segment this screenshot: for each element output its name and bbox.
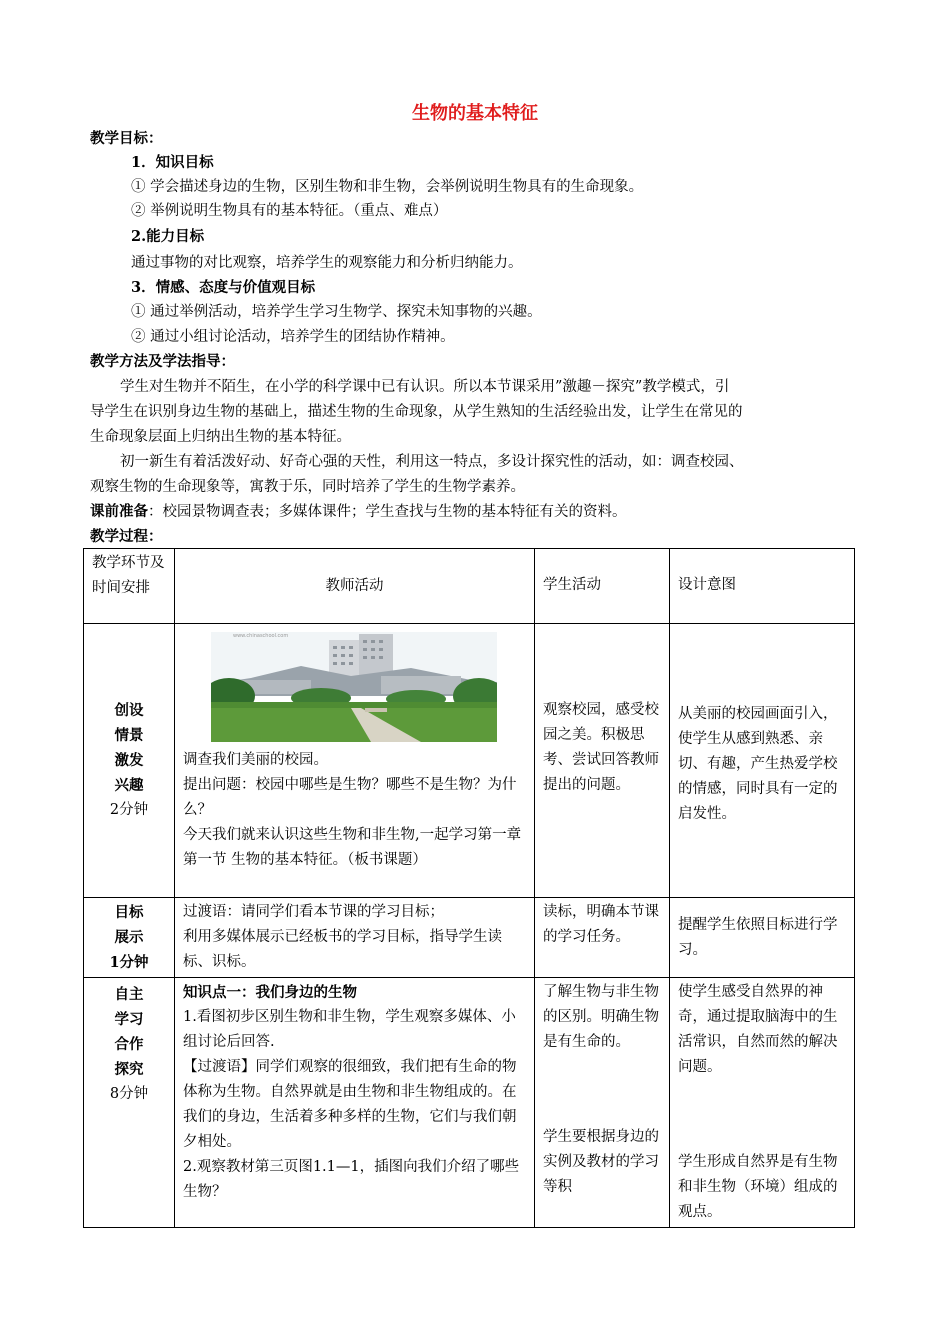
table-header-row (84, 549, 855, 624)
method-paragraph-2-line-1: 初一新生有着活泼好动、好奇心强的天性，利用这一特点，多设计探究性的活动，如：调查校园、 (120, 454, 744, 470)
ability-heading: 2.能力目标 (131, 228, 205, 245)
campus-photo (211, 626, 497, 742)
student-activity-cell: 读标，明确本节课的学习任务。 (535, 898, 670, 978)
objectives-heading: 教学目标： (90, 130, 163, 147)
student-activity-cell (535, 978, 670, 1228)
design-intent-cell (670, 978, 855, 1228)
stage-time: 1分钟 (109, 954, 149, 971)
design-intent-cell: 提醒学生依照目标进行学习。 (670, 898, 855, 978)
table-row (84, 624, 855, 898)
teacher-activity-text: 调查我们美丽的校园。 提出问题：校园中哪些是生物？哪些不是生物？为什么？ 今天我们就来认识这些生物和非生物,一起学习第一章第一节 生物的基本特征。（板书课题） (183, 752, 522, 868)
prep-line (90, 501, 627, 523)
header-student: 学生活动 (535, 549, 670, 624)
knowledge-item-1: ① 学会描述身边的生物，区别生物和非生物，会举例说明生物具有的生命现象。 (131, 179, 644, 195)
teacher-activity-cell (175, 978, 535, 1228)
student-activity-text-a: 了解生物与非生物的区别。明确生物是有生命的。 (543, 984, 659, 1050)
emotion-item-1: ① 通过举例活动，培养学生学习生物学、探究未知事物的兴趣。 (131, 304, 542, 320)
method-paragraph-1-line-2: 导学生在识别身边生物的基础上，描述生物的生命现象，从学生熟知的生活经验出发，让学生在常见的 (90, 404, 743, 420)
stage-time: 8分钟 (109, 1086, 149, 1102)
prep-text: ：校园景物调查表；多媒体课件；学生查找与生物的基本特征有关的资料。 (148, 504, 627, 520)
stage-label: 探究 (114, 1061, 144, 1078)
stage-time: 2分钟 (109, 802, 149, 818)
stage-label: 学习 (114, 1011, 144, 1028)
stage-label: 自主 (114, 986, 144, 1003)
stage-label: 合作 (114, 1036, 144, 1053)
teacher-activity-cell: 过渡语：请同学们看本节课的学习目标； 利用多媒体展示已经板书的学习目标，指导学生读标、识标。 (175, 898, 535, 978)
stage-label: 展示 (114, 929, 144, 946)
stage-label: 激发 (114, 752, 144, 769)
emotion-item-2: ② 通过小组讨论活动，培养学生的团结协作精神。 (131, 329, 455, 345)
method-paragraph-1-line-1: 学生对生物并不陌生，在小学的科学课中已有认识。所以本节课采用”激趣－探究”教学模式，引 (120, 379, 730, 395)
stage-label: 兴趣 (114, 777, 144, 794)
photo-watermark: www.chinaschool.com (233, 633, 289, 639)
header-stage: 教学环节及时间安排 (84, 549, 175, 624)
knowledge-heading: 1．知识目标 (131, 154, 214, 171)
design-intent-cell: 从美丽的校园画面引入，使学生从感到熟悉、亲切、有趣，产生热爱学校的情感，同时具有一定的启发性。 (670, 624, 855, 898)
method-heading: 教学方法及学法指导： (90, 353, 235, 370)
table-row (84, 898, 855, 978)
method-paragraph-1-line-3: 生命现象层面上归纳出生物的基本特征。 (90, 429, 351, 445)
design-intent-text-a: 使学生感受自然界的神奇，通过提取脑海中的生活常识，自然而然的解决问题。 (678, 984, 838, 1075)
stage-label: 情景 (114, 727, 144, 744)
method-paragraph-2-line-2: 观察生物的生命现象等，寓教于乐，同时培养了学生的生物学素养。 (90, 479, 525, 495)
stage-cell (84, 898, 175, 978)
table-row (84, 978, 855, 1228)
campus-photo-image (211, 626, 497, 742)
process-heading: 教学过程： (90, 528, 163, 545)
knowledge-item-2: ② 举例说明生物具有的基本特征。（重点、难点） (131, 203, 448, 219)
page-title: 生物的基本特征 (412, 103, 538, 124)
stage-cell (84, 624, 175, 898)
prep-label: 课前准备 (90, 503, 148, 520)
teacher-activity-text: 1.看图初步区别生物和非生物，学生观察多媒体、小组讨论后回答. 【过渡语】同学们观察的很细致，我们把有生命的物体称为生物。自然界就是由生物和非生物组成的。在我们的身边，生活着多种多样的生物，它们与我们朝夕相处。 2.观察教材第三页图1.1—1，插图向我们介绍了哪些生物？ (183, 1009, 520, 1200)
teacher-activity-cell (175, 624, 535, 898)
stage-label: 目标 (114, 904, 144, 921)
ability-item-1: 通过事物的对比观察，培养学生的观察能力和分析归纳能力。 (131, 255, 523, 271)
process-table (83, 548, 855, 1228)
header-teacher: 教师活动 (175, 549, 535, 624)
knowledge-point-heading: 知识点一：我们身边的生物 (183, 984, 357, 1001)
header-design: 设计意图 (670, 549, 855, 624)
stage-label: 创设 (114, 702, 144, 719)
stage-cell (84, 978, 175, 1228)
design-intent-text-b: 学生形成自然界是有生物和非生物（环境）组成的观点。 (678, 1154, 838, 1220)
student-activity-cell: 观察校园，感受校园之美。积极思考、尝试回答教师提出的问题。 (535, 624, 670, 898)
student-activity-text-b: 学生要根据身边的实例及教材的学习等积 (543, 1129, 659, 1195)
emotion-heading: 3．情感、态度与价值观目标 (131, 279, 316, 296)
